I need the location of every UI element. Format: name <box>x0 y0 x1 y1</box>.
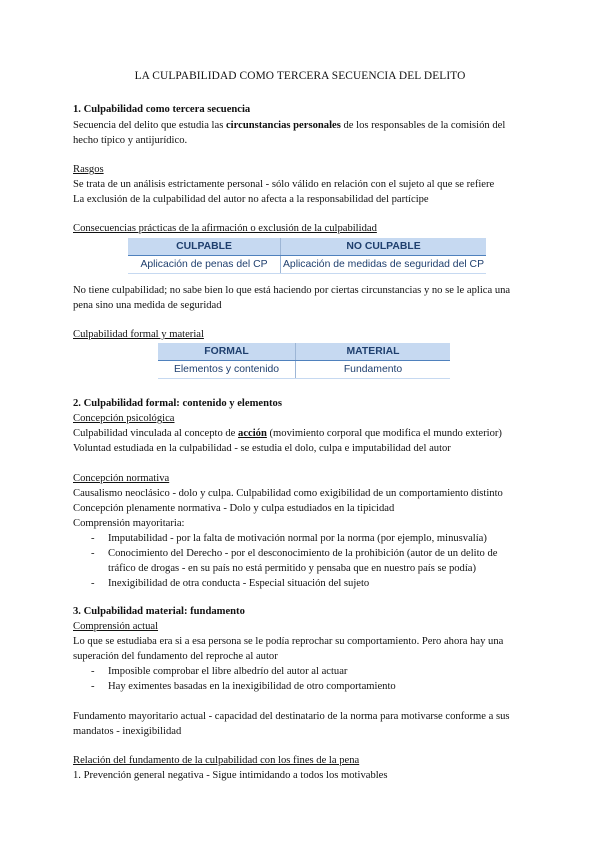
formal-material-table <box>158 343 450 379</box>
table-cell: Aplicación de penas del CP <box>128 256 281 274</box>
text-run: Culpabilidad vinculada al concepto de <box>73 428 239 439</box>
no-culpabilidad-line-1: No tiene culpabilidad; no sabe bien lo que está haciendo por ciertas circunstancias y no se le aplica una <box>73 285 511 296</box>
comprension-line-2: superación del fundamento del reproche al autor <box>73 651 278 662</box>
list-item: Hay eximentes basadas en la inexigibilidad de otro comportamiento <box>108 681 396 692</box>
list-dash: - <box>91 681 95 692</box>
section-1-heading: 1. Culpabilidad como tercera secuencia <box>73 104 251 115</box>
rasgos-line-2: La exclusión de la culpabilidad del autor no afecta a la responsabilidad del partícipe <box>73 194 429 205</box>
culpable-table <box>128 238 486 274</box>
table-cell: Elementos y contenido <box>158 361 296 379</box>
section-1-paragraph-line-1 <box>73 118 505 133</box>
list-item: Imposible comprobar el libre albedrío del autor al actuar <box>108 666 348 677</box>
table-header-culpable: CULPABLE <box>128 238 281 256</box>
psicologica-line-1 <box>73 426 502 441</box>
list-item-continuation: tráfico de drogas - en su país no está permitido y pensaba que en nuestro país se podía) <box>108 563 477 574</box>
text-run: de los responsables de la comisión del <box>340 120 506 131</box>
table-header-formal: FORMAL <box>158 343 296 361</box>
table-header-material: MATERIAL <box>296 343 451 361</box>
rasgos-line-1: Se trata de un análisis estrictamente personal - sólo válido en relación con el sujeto al que se refiere <box>73 179 495 190</box>
concepcion-normativa-label: Concepción normativa <box>73 473 170 484</box>
section-1-paragraph-line-2: hecho típico y antijurídico. <box>73 135 188 146</box>
list-dash: - <box>91 666 95 677</box>
fundamento-line-2: mandatos - inexigibilidad <box>73 726 182 737</box>
relacion-label: Relación del fundamento de la culpabilidad con los fines de la pena <box>73 755 360 766</box>
normativa-line-1: Causalismo neoclásico - dolo y culpa. Culpabilidad como exigibilidad de un comportamiento distinto <box>73 488 503 499</box>
bold-term: circunstancias personales <box>225 120 341 131</box>
rasgos-label: Rasgos <box>73 164 104 175</box>
list-item: Inexigibilidad de otra conducta - Especial situación del sujeto <box>108 578 370 589</box>
normativa-line-2: Concepción plenamente normativa - Dolo y culpa estudiados en la tipicidad <box>73 503 395 514</box>
concepcion-psicologica-label: Concepción psicológica <box>73 413 175 424</box>
culpabilidad-formal-material-label: Culpabilidad formal y material <box>73 329 204 340</box>
table-header-no-culpable: NO CULPABLE <box>281 238 487 256</box>
consecuencias-label: Consecuencias prácticas de la afirmación o exclusión de la culpabilidad <box>73 223 377 234</box>
table-cell: Fundamento <box>296 361 451 379</box>
section-3-heading: 3. Culpabilidad material: fundamento <box>73 606 245 617</box>
list-dash: - <box>91 548 95 559</box>
normativa-line-3: Comprensión mayoritaria: <box>73 518 185 529</box>
table-cell: Aplicación de medidas de seguridad del CP <box>281 256 487 274</box>
text-run: (movimiento corporal que modifica el mundo exterior) <box>266 428 502 439</box>
list-dash: - <box>91 578 95 589</box>
psicologica-line-2: Voluntad estudiada en la culpabilidad - se estudia el dolo, culpa e imputabilidad del autor <box>73 443 451 454</box>
list-item: Imputabilidad - por la falta de motivación normal por la norma (por ejemplo, minusvalía) <box>108 533 487 544</box>
list-dash: - <box>91 533 95 544</box>
relacion-line-1: 1. Prevención general negativa - Sigue intimidando a todos los motivables <box>73 770 388 781</box>
list-item: Conocimiento del Derecho - por el desconocimiento de la prohibición (autor de un delito de <box>108 548 498 559</box>
comprension-line-1: Lo que se estudiaba era si a esa persona se le podía reprochar su comportamiento. Pero ahora hay una <box>73 636 504 647</box>
section-2-heading: 2. Culpabilidad formal: contenido y elementos <box>73 398 282 409</box>
comprension-actual-label: Comprensión actual <box>73 621 159 632</box>
text-run: Secuencia del delito que estudia las <box>73 120 226 131</box>
document-title: LA CULPABILIDAD COMO TERCERA SECUENCIA DEL DELITO <box>134 70 466 82</box>
fundamento-line-1: Fundamento mayoritario actual - capacidad del destinatario de la norma para motivarse conforme a sus <box>73 711 510 722</box>
bold-term-accion: acción <box>238 428 267 439</box>
no-culpabilidad-line-2: pena sino una medida de seguridad <box>73 300 222 311</box>
